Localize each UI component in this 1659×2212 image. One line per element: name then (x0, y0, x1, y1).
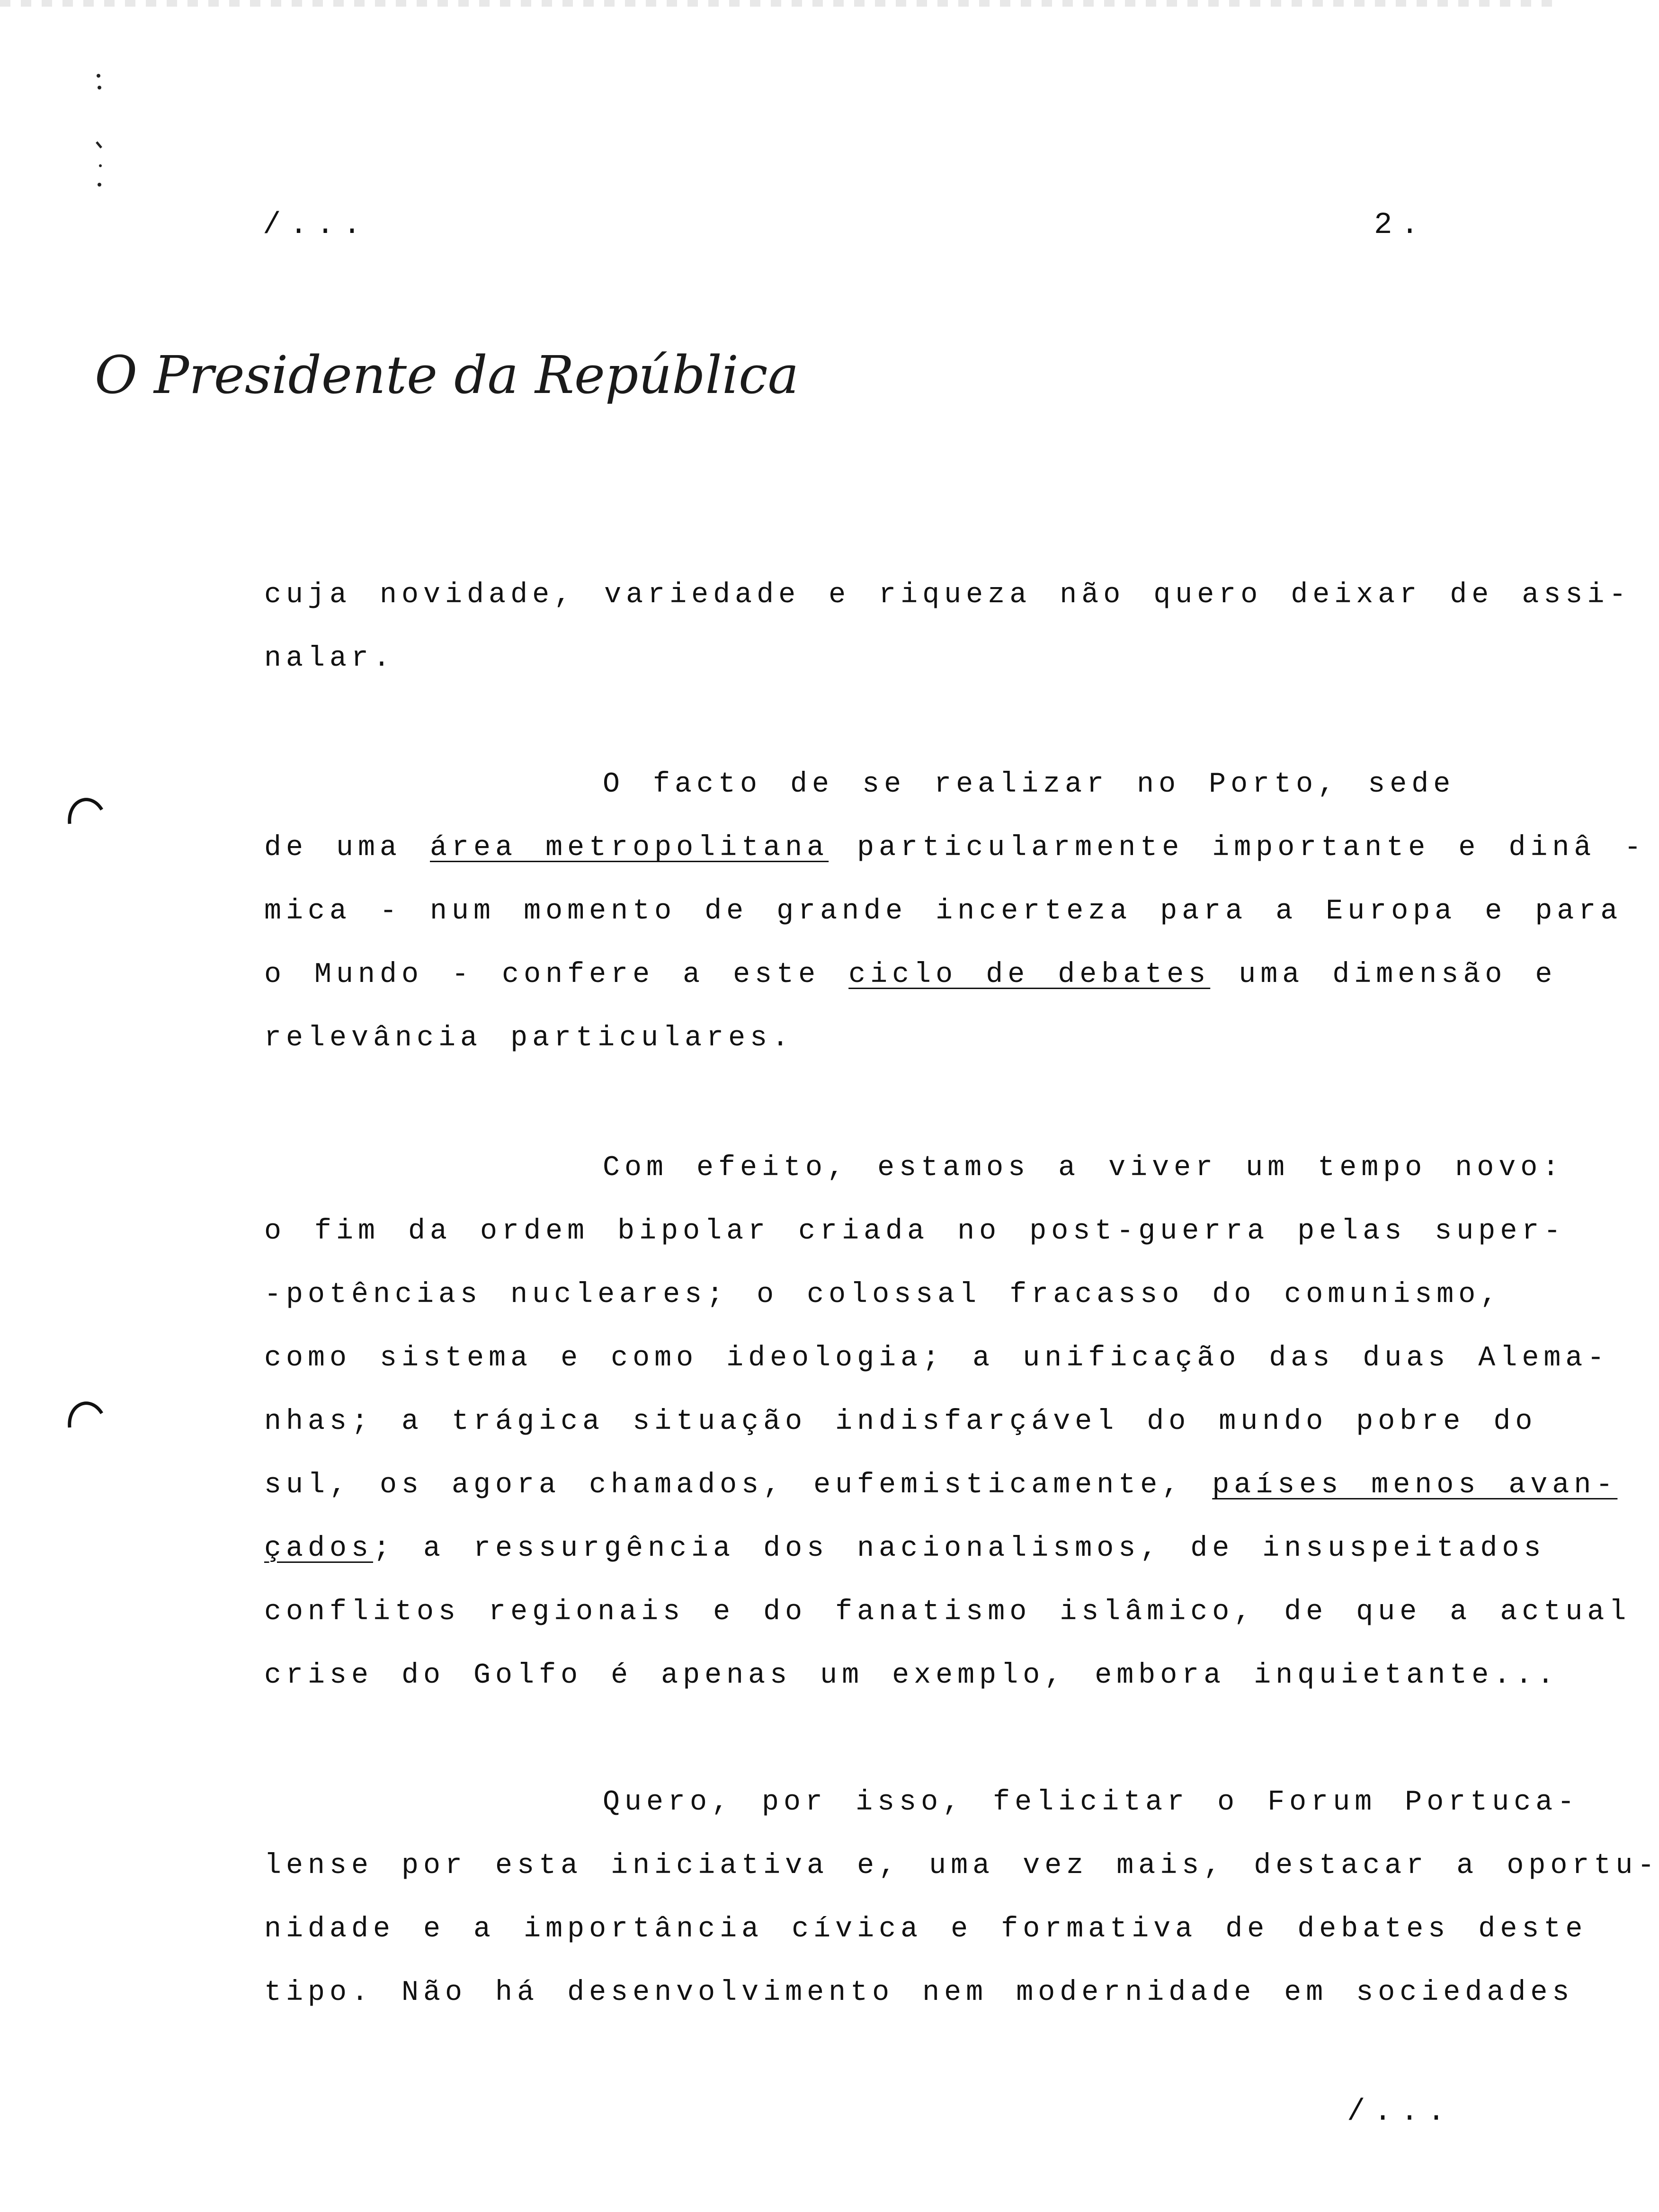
text-run: de uma (264, 832, 430, 864)
text-run: sul, os agora chamados, eufemisticamente, (264, 1469, 1213, 1501)
text-line (264, 816, 1646, 880)
paragraph (264, 1136, 1631, 1707)
paragraph (264, 753, 1646, 1070)
underlined-phrase: área metropolitana (430, 832, 829, 864)
punch-hole-mark (64, 1390, 107, 1432)
text-line: como sistema e como ideologia; a unificação das duas Alema- (264, 1342, 1609, 1374)
text-run: ; a ressurgência dos nacionalismos, de insuspeitados (373, 1533, 1546, 1565)
text-line: lense por esta iniciativa e, uma vez mais, destacar a oportu- (264, 1850, 1659, 1882)
text-line: O facto de se realizar no Porto, sede (603, 768, 1455, 801)
text-run: o Mundo - confere a este (264, 959, 849, 991)
text-line: -potências nucleares; o colossal fracasso do comunismo, (264, 1279, 1502, 1311)
text-line: tipo. Não há desenvolvimento nem modernidade em sociedades (264, 1977, 1574, 2009)
punch-hole-mark (64, 786, 107, 829)
scan-top-edge (0, 0, 1553, 7)
page-number: 2. (1374, 208, 1427, 242)
text-line (264, 943, 1557, 1007)
underlined-phrase: países menos avan- (1212, 1469, 1618, 1501)
text-line: mica - num momento de grande incerteza para a Europa e para (264, 895, 1623, 928)
continuation-mark-top: /... (263, 208, 370, 242)
text-line: nidade e a importância cívica e formativa de debates deste (264, 1913, 1588, 1945)
text-run: particularmente importante e dinâ - (829, 832, 1646, 864)
text-line: conflitos regionais e do fanatismo islâmico, de que a actual (264, 1596, 1631, 1628)
margin-marks (90, 66, 109, 199)
continuation-mark-bottom: /... (1347, 2095, 1454, 2129)
text-line (264, 1454, 1618, 1517)
underlined-phrase: çados (264, 1533, 374, 1565)
letterhead (90, 331, 799, 421)
letterhead-text: O Presidente da República (95, 345, 799, 405)
text-line: crise do Golfo é apenas um exemplo, embora inquietante... (264, 1659, 1559, 1692)
text-run: uma dimensão e (1210, 959, 1557, 991)
underlined-phrase: ciclo de debates (848, 959, 1211, 991)
text-line (264, 1517, 1546, 1580)
paragraph (264, 563, 1631, 690)
text-line: cuja novidade, variedade e riqueza não quero deixar de assi- (264, 579, 1631, 611)
text-line: relevância particulares. (264, 1022, 794, 1054)
text-line: o fim da ordem bipolar criada no post-guerra pelas super- (264, 1215, 1566, 1248)
text-line: nhas; a trágica situação indisfarçável do mundo pobre do (264, 1406, 1537, 1438)
text-line: Quero, por isso, felicitar o Forum Portuca- (603, 1786, 1579, 1819)
paragraph (264, 1771, 1659, 2025)
text-line: nalar. (264, 642, 395, 675)
text-line: Com efeito, estamos a viver um tempo novo: (603, 1152, 1564, 1184)
